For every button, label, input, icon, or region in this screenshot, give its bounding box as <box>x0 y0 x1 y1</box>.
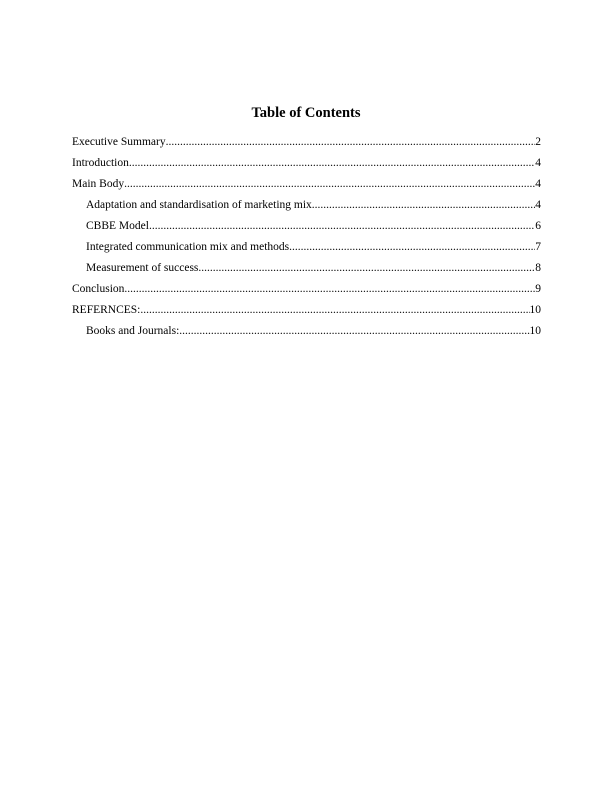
toc-entry-integrated-communication[interactable] <box>72 239 541 260</box>
toc-entry-introduction[interactable] <box>72 155 541 176</box>
toc-entry-page-number: 10 <box>529 325 541 337</box>
dot-leader <box>166 134 536 150</box>
toc-entry-page-number: 4 <box>535 178 541 190</box>
dot-leader <box>140 302 529 318</box>
toc-entry-executive-summary[interactable] <box>72 134 541 155</box>
toc-entry-page-number: 4 <box>535 199 541 211</box>
toc-entry-label: Integrated communication mix and methods <box>86 241 290 253</box>
dot-leader <box>179 323 529 339</box>
toc-entry-cbbe-model[interactable] <box>72 218 541 239</box>
toc-entry-label: Introduction <box>72 157 129 169</box>
toc-entry-label: Measurement of success <box>86 262 199 274</box>
toc-entry-page-number: 6 <box>535 220 541 232</box>
toc-entry-conclusion[interactable] <box>72 281 541 302</box>
toc-entry-page-number: 8 <box>535 262 541 274</box>
toc-entry-label: Conclusion <box>72 283 125 295</box>
toc-entry-books-and-journals[interactable] <box>72 323 541 344</box>
dot-leader <box>124 281 535 297</box>
toc-entry-label: Executive Summary <box>72 136 166 148</box>
toc-entry-page-number: 2 <box>535 136 541 148</box>
dot-leader <box>124 176 535 192</box>
toc-entry-page-number: 4 <box>535 157 541 169</box>
toc-entry-main-body[interactable] <box>72 176 541 197</box>
toc-entry-label: Adaptation and standardisation of marketing mix <box>86 199 312 211</box>
toc-entry-measurement-of-success[interactable] <box>72 260 541 281</box>
toc-entry-label: Books and Journals: <box>86 325 180 337</box>
toc-entry-page-number: 7 <box>535 241 541 253</box>
toc-entry-references[interactable] <box>72 302 541 323</box>
toc-entry-page-number: 10 <box>529 304 541 316</box>
dot-leader <box>289 239 535 255</box>
toc-entry-label: Main Body <box>72 178 125 190</box>
dot-leader <box>149 218 535 234</box>
dot-leader <box>129 155 535 171</box>
toc-list <box>72 134 541 344</box>
dot-leader <box>198 260 535 276</box>
dot-leader <box>312 197 535 213</box>
toc-entry-page-number: 9 <box>535 283 541 295</box>
toc-title: Table of Contents <box>251 105 361 121</box>
toc-entry-label: REFERNCES: <box>72 304 141 316</box>
toc-entry-label: CBBE Model <box>86 220 149 232</box>
toc-entry-adaptation-standardisation[interactable] <box>72 197 541 218</box>
